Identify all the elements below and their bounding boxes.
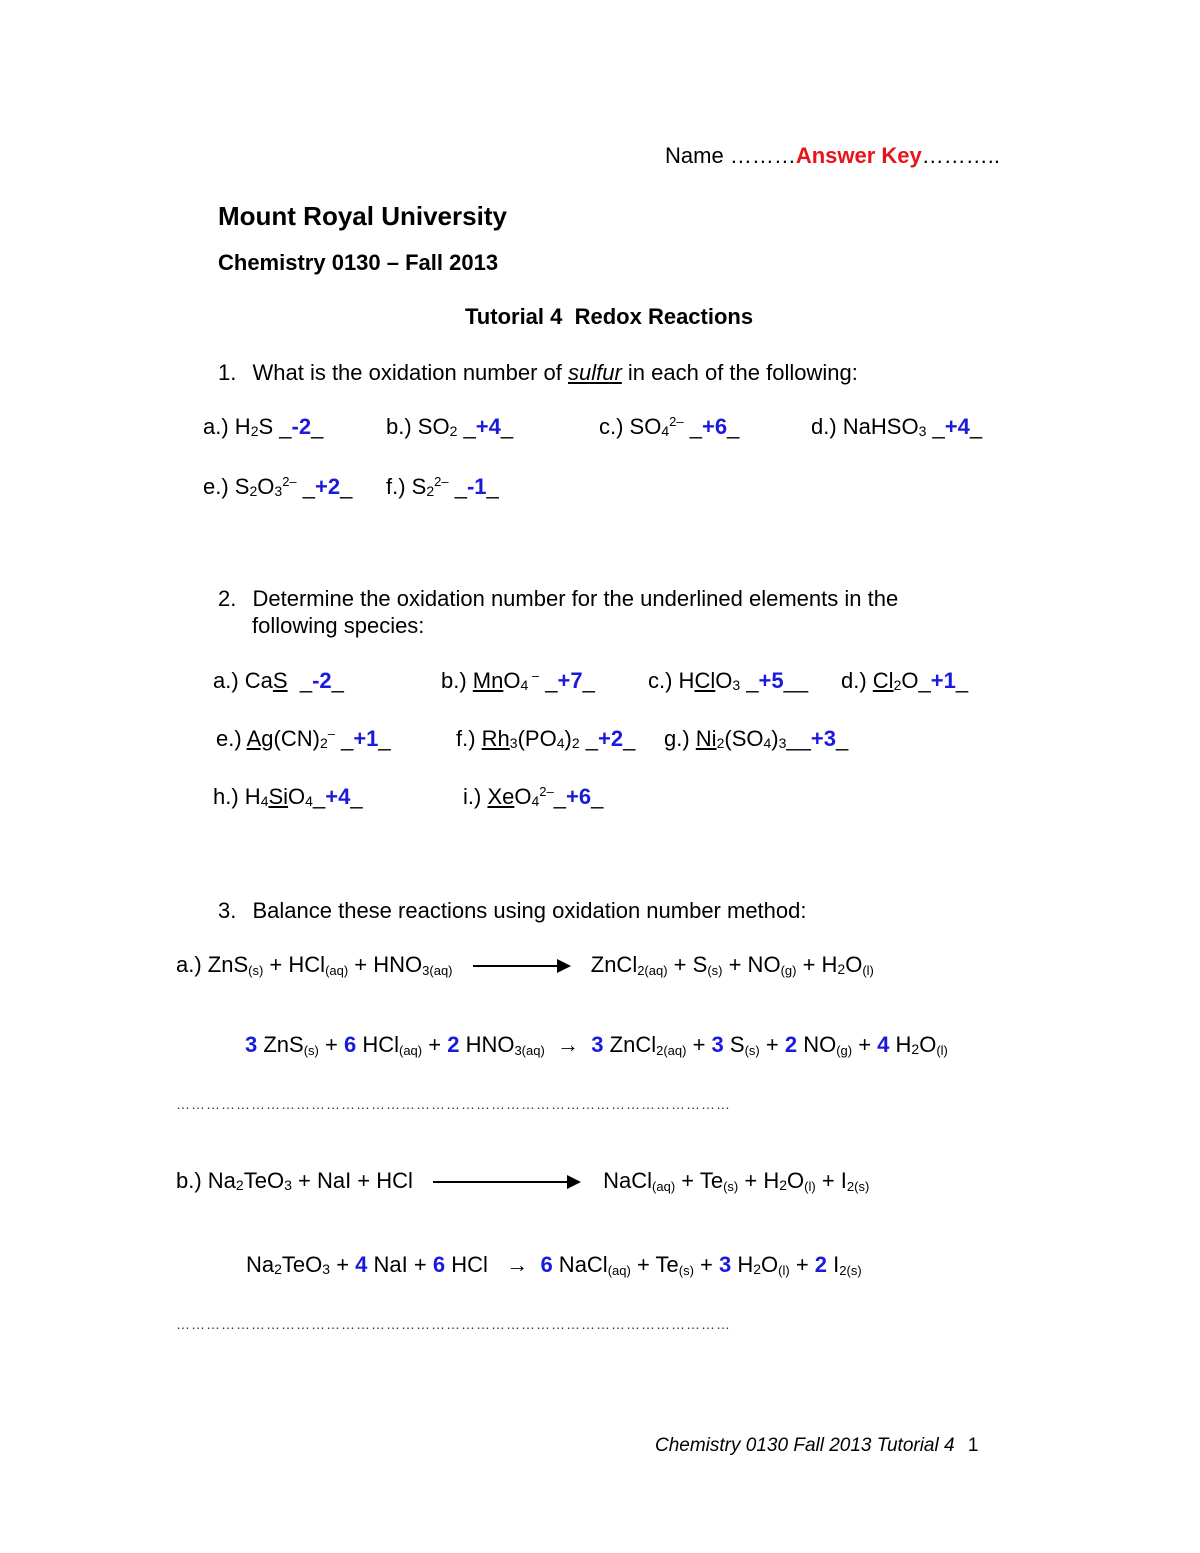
- q1-item-e: e.) $S_2O_3^{2-}$ _+2_: [203, 474, 353, 499]
- q2-item-a: a.) CaS _-2_: [213, 668, 344, 693]
- name-dots: ………: [729, 143, 796, 168]
- q2-answer-i: +6: [566, 784, 592, 809]
- reaction-arrow-icon: →: [557, 1032, 580, 1057]
- q2-item-i: i.) XeO$_4^{2-}$_+6_: [463, 784, 604, 809]
- q2-answer-d: +1: [930, 668, 956, 693]
- reaction-a-unbalanced: a.) ZnS(s) + HCl(aq) + HNO3(aq) ZnCl2(aq) + $S(s) + NO(g) + H_2O(l)$: [176, 952, 874, 978]
- coefficient: 3: [719, 1252, 732, 1277]
- name-label: Name: [665, 143, 724, 168]
- q1-item-f: f.) $S_2^{2-}$ _-1_: [386, 474, 499, 499]
- question-text: What is the oxidation number of: [252, 360, 562, 385]
- q1-answer-f: -1: [466, 474, 487, 499]
- coefficient: 4: [355, 1252, 368, 1277]
- q1-answer-b: +4: [475, 414, 501, 439]
- coefficient: 3: [711, 1032, 724, 1057]
- q2-answer-g: +3: [810, 726, 836, 751]
- coefficient: 2: [814, 1252, 828, 1277]
- separator-line: …………………………………………………………………………………………………: [176, 1096, 731, 1112]
- coefficient: 4: [877, 1032, 890, 1057]
- coefficient: 6: [432, 1252, 446, 1277]
- q1-item-c: c.) $SO_4^{2-}$ _+6_: [599, 414, 740, 439]
- coefficient: 6: [343, 1032, 357, 1057]
- reaction-arrow-icon: →: [506, 1252, 529, 1277]
- question-number: 2.: [218, 586, 237, 611]
- reaction-b-unbalanced: b.) $Na_2TeO_3$ + NaI + HCl NaCl(aq) + $Te(s) + H_2O(l) + I2(s)$: [176, 1168, 870, 1194]
- q1-answer-d: +4: [944, 414, 970, 439]
- q2-answer-e: +1: [353, 726, 379, 751]
- name-dots: ………..: [921, 143, 1000, 168]
- q2-item-g: g.) $Ni_2(SO_4)_3\_\_+3\_$: [664, 726, 849, 751]
- q1-item-d: d.) NaHSO$_3$ _+4_: [811, 414, 983, 439]
- q1-answer-a: -2: [291, 414, 312, 439]
- question-text: Determine the oxidation number for the underlined elements in the: [252, 586, 899, 611]
- university-title: Mount Royal University: [218, 201, 507, 231]
- reaction-b-balanced: $Na_2TeO_3 + 4$ NaI + 6 HCl → 6 NaCl(aq) + Te(s) + 3 $H_2O(l) + 2$ I2(s): [246, 1252, 862, 1278]
- page-number: 1: [967, 1435, 979, 1456]
- reaction-a-balanced: 3 ZnS(s) + 6 HCl(aq) + 2 HNO3(aq) → 3 ZnCl2(aq) + 3 S(s) + 2 NO(g) + 4 $H_2O(l)$: [245, 1032, 948, 1058]
- separator-line: …………………………………………………………………………………………………: [176, 1316, 731, 1332]
- coefficient: 3: [245, 1032, 258, 1057]
- question-keyword: sulfur: [568, 360, 622, 385]
- course-title: Chemistry 0130 – Fall 2013: [218, 250, 499, 275]
- q1-item-a: a.) $H_2S$ _-2_: [203, 414, 324, 439]
- reaction-arrow-icon: [433, 1171, 583, 1193]
- question-1: [218, 360, 858, 386]
- q2-item-b: b.) MnO$_4$ – _+7_: [441, 668, 595, 693]
- q2-answer-c: +5: [758, 668, 784, 693]
- q2-answer-h: +4: [325, 784, 351, 809]
- q2-answer-f: +2: [598, 726, 624, 751]
- q1-answer-c: +6: [701, 414, 728, 439]
- question-text: Balance these reactions using oxidation number method:: [252, 898, 807, 923]
- answer-key-label: Answer Key: [795, 143, 922, 168]
- q2-item-c: c.) HClO$_3$ _+5__: [648, 668, 809, 693]
- q2-item-e: e.) $Ag(CN)_2^-$ _+1_: [216, 726, 391, 751]
- q2-item-h: h.) $H_4SiO_4\_+4\_$: [213, 784, 363, 809]
- footer-text: Chemistry 0130 Fall 2013 Tutorial 4: [655, 1435, 955, 1456]
- q1-item-b: b.) $SO_2$ _+4_: [386, 414, 514, 439]
- q2-item-d: d.) $Cl_2O\_+1\_$: [841, 668, 969, 693]
- q2-answer-b: +7: [557, 668, 583, 693]
- question-number: 1.: [218, 360, 237, 385]
- name-line: [665, 143, 1000, 169]
- q1-answer-e: +2: [315, 474, 341, 499]
- reaction-arrow-icon: [473, 955, 571, 977]
- q2-item-f: f.) $Rh_3(PO_4)_2$ _+2_: [456, 726, 636, 751]
- coefficient: 2: [447, 1032, 460, 1057]
- question-2-line2: following species:: [252, 613, 425, 638]
- tutorial-title: Tutorial 4 Redox Reactions: [465, 304, 754, 329]
- question-3: [218, 898, 807, 924]
- coefficient: 3: [591, 1032, 604, 1057]
- question-number: 3.: [218, 898, 237, 923]
- question-2: [218, 586, 898, 612]
- coefficient: 6: [540, 1252, 553, 1277]
- coefficient: 2: [784, 1032, 798, 1057]
- footer: [655, 1435, 978, 1457]
- question-text: in each of the following:: [627, 360, 858, 385]
- q2-answer-a: -2: [312, 668, 332, 693]
